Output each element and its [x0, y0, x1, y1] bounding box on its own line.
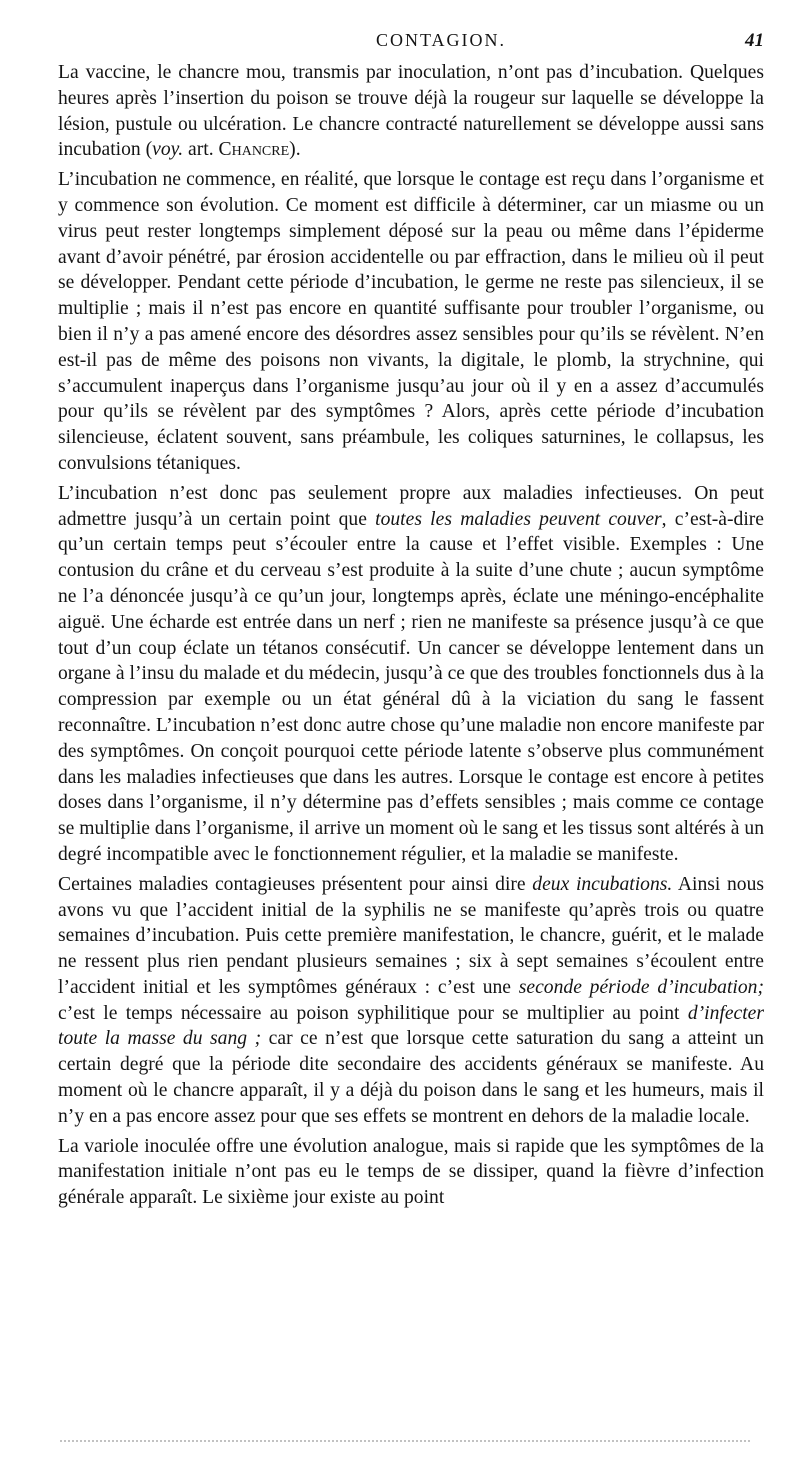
paragraph-text: La variole inoculée offre une évolution analogue, mais si rapide que les symptômes de la manifestation initiale n’ont pas eu le temps de se dissiper, quand la fièvre d’infection générale apparaît. Le sixième jour existe au point	[58, 1135, 764, 1209]
italic-text: deux incubations.	[532, 873, 673, 895]
italic-text: voy.	[152, 139, 184, 161]
paragraph-text: , c’est-à-dire qu’un certain temps peut s’écouler entre la cause et l’effet visible. Exemples : Une contusion du crâne et du cerveau s’est produite à la suite d’une chute ; aucun symptôme ne l’a dénoncée jusqu’à ce qu’un jour, longtemps après, éclate une méningo-encéphalite aiguë. Une écharde est entrée dans un nerf ; rien ne manifeste sa présence jusqu’à ce que tout d’un coup éclate un tétanos consécutif. Un cancer se développe lentement dans un organe à l’insu du malade et du médecin, jusqu’à ce que des troubles fonctionnels dus à la compression par exemple ou un état général dû à la viciation du sang le fassent reconnaître. L’incubation n’est donc autre chose qu’une maladie non encore manifeste par des symptômes. On conçoit pourquoi cette période latente s’observe plus communément dans les maladies infectieuses que dans les autres. Lorsque le contage est encore à petites doses dans l’organisme, il n’y détermine pas d’effets sensibles ; mais comme ce contage se multiplie dans l’organisme, il arrive un moment où le sang et les tissus sont altérés à un degré incompatible avec le fonctionnement régulier, et la maladie se manifeste.	[58, 508, 764, 865]
italic-text: seconde période d’incubation;	[518, 976, 764, 998]
paragraph-text: ).	[289, 139, 301, 161]
paragraph	[58, 481, 764, 868]
paragraph	[58, 167, 764, 477]
paragraph-text: c’est le temps nécessaire au poison syphilitique pour se multiplier au point	[58, 1002, 688, 1024]
page-header	[58, 30, 764, 60]
bottom-rule	[60, 1440, 750, 1442]
paragraph-text: L’incubation n’est donc pas seulement propre aux maladies infectieuses. On peut admettre jusqu’à un certain point que	[58, 482, 764, 530]
paragraph-text: L’incubation ne commence, en réalité, que lorsque le contage est reçu dans l’organisme et y commence son évolution. Ce moment est difficile à déterminer, car un miasme ou un virus peut rester longtemps simplement déposé sur la peau ou même dans l’épiderme avant d’avoir pénétré, par érosion accidentelle ou par effraction, dans le milieu où il peut se développer. Pendant cette période d’incubation, le germe ne reste pas silencieux, il se multiplie ; mais il n’est pas encore en quantité suffisante pour troubler l’organisme, ou bien il n’y a pas amené encore des désordres assez sensibles pour qu’ils se révèlent. N’en est-il pas de même des poisons non vivants, la digitale, le plomb, la strychnine, qui s’accumulent inaperçus dans l’organisme jusqu’au jour où il y en a assez d’accumulés pour qu’ils se révèlent par des symptômes ? Alors, après cette période d’incubation silencieuse, éclatent souvent, sans préambule, les coliques saturnines, le collapsus, les convulsions tétaniques.	[58, 169, 764, 474]
book-page	[58, 30, 764, 1211]
paragraph-text: Certaines maladies contagieuses présentent pour ainsi dire	[58, 873, 533, 895]
italic-text: d’infecter toute la masse du sang ;	[58, 1002, 764, 1050]
paragraph	[58, 1134, 764, 1211]
paragraph-text: Ainsi nous avons vu que l’accident initial de la syphilis ne se manifeste qu’après trois ou quatre semaines d’incubation. Puis cette première manifestation, le chancre, guérit, et le malade ne ressent plus rien pendant plusieurs semaines ; six à sept semaines s’écoulent entre l’accident initial et les symptômes généraux : c’est une	[58, 873, 765, 998]
paragraph-text: art.	[183, 139, 219, 161]
page-number: 41	[745, 30, 764, 51]
paragraph	[58, 872, 764, 1130]
running-title: CONTAGION.	[375, 30, 507, 50]
small-caps-text: Chancre	[218, 139, 290, 161]
body-text	[58, 60, 764, 1211]
paragraph	[58, 60, 764, 163]
italic-text: toutes les maladies peuvent couver	[375, 508, 662, 530]
paragraph-text: La vaccine, le chancre mou, transmis par inoculation, n’ont pas d’incubation. Quelques heures après l’insertion du poison se trouve déjà la rougeur sur laquelle se développe la lésion, pustule ou ulcération. Le chancre contracté naturellement se développe aussi sans incubation (	[58, 62, 764, 161]
paragraph-text: car ce n’est que lorsque cette saturation du sang a atteint un certain degré que la période dite secondaire des accidents généraux se manifeste. Au moment où le chancre apparaît, il y a déjà du poison dans le sang et les humeurs, mais il n’y en a pas encore assez pour que ses effets se montrent en dehors de la maladie locale.	[58, 1028, 764, 1127]
